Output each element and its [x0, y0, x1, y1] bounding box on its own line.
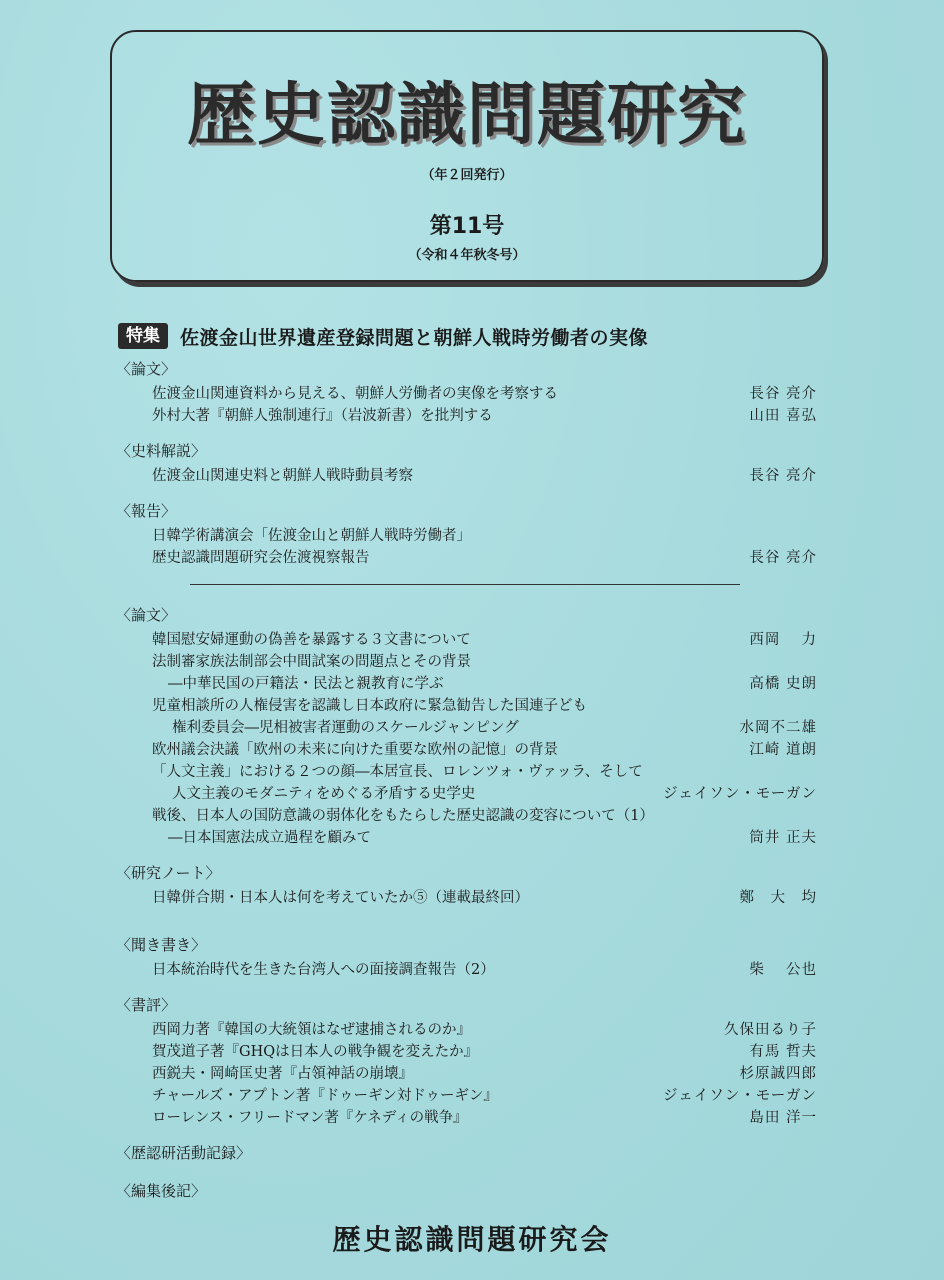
issue-season: （令和４年秋冬号）	[408, 248, 526, 263]
entry-title: 欧州議会決議「欧州の未来に向けた重要な欧州の記憶」の背景	[152, 742, 558, 758]
entry-author: 筒井 正夫	[749, 830, 817, 846]
toc-entry	[152, 404, 817, 426]
entry-author: 柴 公也	[749, 962, 817, 978]
toc-entry	[152, 628, 817, 650]
entry-author: 山田 喜弘	[749, 408, 817, 424]
toc-entry	[172, 782, 817, 804]
entry-title: 外村大著『朝鮮人強制連行』（岩波新書）を批判する	[152, 408, 493, 424]
entry-author: 長谷 亮介	[749, 468, 817, 484]
entry-title: 人文主義のモダニティをめぐる矛盾する史学史	[172, 786, 476, 802]
entry-title: 韓国慰安婦運動の偽善を暴露する３文書について	[152, 632, 471, 648]
section-heading: 〈報告〉	[116, 502, 177, 520]
entry-title: 日本統治時代を生きた台湾人への面接調査報告（2）	[152, 962, 495, 978]
entry-author: 久保田るり子	[724, 1022, 817, 1038]
section-heading: 〈研究ノート〉	[116, 864, 221, 882]
entry-author: 高橋 史朗	[749, 676, 817, 692]
toc-entry	[152, 524, 817, 546]
toc-entry	[152, 1040, 817, 1062]
section-heading: 〈聞き書き〉	[116, 936, 207, 954]
toc-entry	[172, 716, 817, 738]
section-divider	[190, 584, 740, 585]
toc-entry	[152, 738, 817, 760]
toc-entry	[152, 886, 817, 908]
entry-title: ―中華民国の戸籍法・民法と親教育に学ぶ	[168, 676, 444, 692]
entry-author: 江崎 道朗	[749, 742, 817, 758]
entry-title: チャールズ・アプトン著『ドゥーギン対ドゥーギン』	[152, 1088, 498, 1104]
entry-author: 島田 洋一	[749, 1110, 817, 1126]
toc-entry	[152, 760, 817, 782]
toc-entry	[152, 650, 817, 672]
entry-title: 日韓併合期・日本人は何を考えていたか⑤（連載最終回）	[152, 890, 529, 906]
publisher-name: 歴史認識問題研究会	[332, 1223, 612, 1256]
entry-title: 佐渡金山関連資料から見える、朝鮮人労働者の実像を考察する	[152, 386, 558, 402]
entry-author: 鄭 大 均	[739, 890, 817, 906]
entry-title: 歴史認識問題研究会佐渡視察報告	[152, 550, 370, 566]
entry-title: 児童相談所の人権侵害を認識し日本政府に緊急勧告した国連子ども	[152, 698, 587, 714]
section-heading: 〈論文〉	[116, 606, 177, 624]
entry-title: ―日本国憲法成立過程を顧みて	[168, 830, 371, 846]
toc-entry	[152, 1106, 817, 1128]
section-heading: 〈書評〉	[116, 996, 177, 1014]
toc-entry	[168, 672, 817, 694]
entry-title: 日韓学術講演会「佐渡金山と朝鮮人戦時労働者」	[152, 528, 471, 544]
entry-author: ジェイソン・モーガン	[663, 786, 817, 802]
special-badge: 特集	[118, 323, 168, 349]
entry-title: 法制審家族法制部会中間試案の問題点とその背景	[152, 654, 471, 670]
special-feature	[118, 322, 648, 350]
toc-entry	[152, 694, 817, 716]
section-heading: 〈編集後記〉	[116, 1182, 207, 1200]
journal-title: 歴史認識問題研究	[186, 76, 747, 155]
entry-author: 水岡不二雄	[739, 720, 817, 736]
toc-entry	[152, 1084, 817, 1106]
entry-title: 戦後、日本人の国防意識の弱体化をもたらした歴史認識の変容について（1）	[152, 808, 654, 824]
publication-frequency: （年２回発行）	[421, 168, 513, 183]
toc-entry	[152, 1062, 817, 1084]
entry-title: 西岡力著『韓国の大統領はなぜ逮捕されるのか』	[152, 1022, 471, 1038]
special-title: 佐渡金山世界遺産登録問題と朝鮮人戦時労働者の実像	[180, 326, 649, 349]
issue-number: 第11号	[429, 214, 505, 239]
entry-title: ローレンス・フリードマン著『ケネディの戦争』	[152, 1110, 468, 1126]
toc-entry	[152, 546, 817, 568]
toc-entry	[152, 464, 817, 486]
entry-title: 権利委員会―児相被害者運動のスケールジャンピング	[172, 720, 519, 736]
entry-author: 有馬 哲夫	[749, 1044, 817, 1060]
toc-entry	[152, 958, 817, 980]
section-heading: 〈史料解説〉	[116, 442, 207, 460]
entry-title: 佐渡金山関連史料と朝鮮人戦時動員考察	[152, 468, 413, 484]
entry-title: 「人文主義」における２つの顔―本居宣長、ロレンツォ・ヴァッラ、そして	[152, 764, 643, 780]
entry-author: 長谷 亮介	[749, 550, 817, 566]
toc-entry	[152, 1018, 817, 1040]
section-heading: 〈歴認研活動記録〉	[116, 1144, 252, 1162]
entry-author: 長谷 亮介	[749, 386, 817, 402]
entry-title: 西鋭夫・岡崎匡史著『占領神話の崩壊』	[152, 1066, 413, 1082]
entry-author: 杉原誠四郎	[739, 1066, 817, 1082]
toc-entry	[168, 826, 817, 848]
entry-author: ジェイソン・モーガン	[663, 1088, 817, 1104]
toc-entry	[152, 804, 817, 826]
entry-title: 賀茂道子著『GHQは日本人の戦争観を変えたか』	[152, 1044, 479, 1060]
title-box	[110, 30, 824, 282]
section-heading: 〈論文〉	[116, 360, 177, 378]
toc-entry	[152, 382, 817, 404]
entry-author: 西岡 力	[749, 632, 817, 648]
